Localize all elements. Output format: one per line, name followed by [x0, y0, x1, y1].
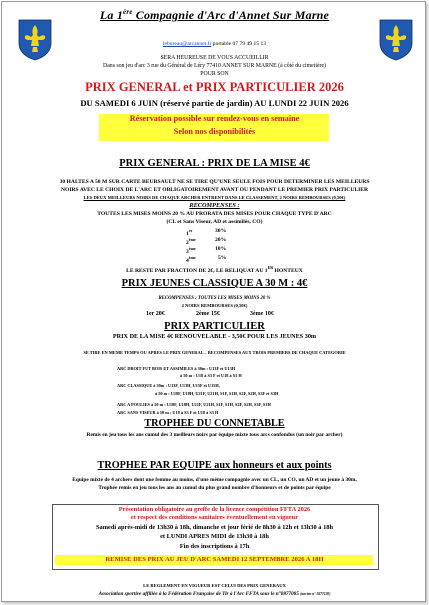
title-sup: ère — [123, 8, 133, 16]
footer-line-1: LE REGLEMENT EN VIGUEUR EST CELUI DES PRIX GENERAUX — [143, 583, 286, 588]
prix-jeunes-place-1: 1er 20€ — [146, 311, 165, 317]
prix-jeunes-rec: RECOMPENSES : TOUTES LES MISES MOINS 20 % — [158, 296, 271, 301]
prix-general-heading: PRIX GENERAL : PRIX DE LA MISE 4€ — [119, 158, 310, 169]
reservation-line-2: Selon nos disponibilités — [173, 127, 256, 136]
category-classique: ARC CLASSIQUE à 30m : U13F, U13H, U15F et U15H, — [117, 383, 220, 388]
trophee-equipe-text-2: Trophée remis en jeu tous les ans au cumul du plus grand nombre d'honneurs et de points par équipe — [98, 485, 331, 491]
info-line-2: et respect des conditions sanitaires éventuellement en vigueur — [130, 514, 299, 521]
main-title: PRIX GENERAL et PRIX PARTICULIER 2026 — [85, 80, 344, 94]
distribution-rank-3: 3ème — [186, 246, 196, 255]
prix-general-text-1: 30 HALTES A 50 M SUR CARTE BEURSAULT NE SE TIRE QU'UNE SEULE FOIS POUR DETERMINER LES MEILLEURS — [59, 179, 370, 185]
distribution-rank-4: 4ème — [186, 255, 196, 264]
trophee-equipe-heading: TROPHEE PAR EQUIPE aux honneurs et aux points — [97, 460, 332, 471]
info-line-6: REMISE DES PRIX AU JEU D'ARC SAMEDI 12 SEPTEMBRE 2026 A 18H — [105, 556, 324, 563]
info-line-4: et LUNDI APRES MIDI de 13h30 à 18h — [160, 533, 269, 540]
prix-general-text-2: NOIRS AVEC LE CHOIX DE L'ARC ET OBLIGATOIREMENT AVANT OU PENDANT LE PREMIER PRIX PARTICULIER — [60, 187, 369, 193]
title-rest: Compagnie d'Arc d'Annet Sur Marne — [132, 8, 330, 22]
prix-jeunes-heading: PRIX JEUNES CLASSIQUE A 30 M : 4€ — [121, 278, 308, 289]
recompenses-label: RECOMPENSES : — [189, 202, 240, 209]
intro-line-3: POUR SON — [200, 71, 229, 77]
page-title — [0, 8, 429, 23]
title-prefix: La 1 — [99, 8, 124, 22]
category-poulies: ARC A POULIES à 50 m : U18F, U18H, U21F, U21H, S1F, S1H, S2F, S2H, S3F, S3H — [117, 402, 271, 407]
trophee-connetable-heading: TROPHEE DU CONNETABLE — [144, 418, 285, 429]
info-line-1: Présentation obligatoire au greffe de la licence compétition FFTA 2026 — [118, 506, 311, 513]
intro-line-2: Dans son jeu d'arc 3 rue du Général de Léry 77410 ANNET SUR MARNE (à côté du cimetière) — [103, 63, 326, 69]
distribution-pct-4: 5% — [218, 255, 227, 261]
info-line-3: Samedi après-midi de 13h30 à 18h, dimanche et jour férié de 8h30 à 12h et 13h30 à 18h — [95, 524, 334, 531]
prix-particulier-note: SE TIRE EN MEME TEMPS OU APRES LE PRIX GENERAL – RECOMPENSES AUX TROIS PREMIERS DE CHAQUE CATEGORIE — [83, 350, 346, 355]
trophee-equipe-text-1: Equipe mixte de 4 archers dont une femme au moins, d'une même compagnie avec un CL, un CO, un AD et un jeune à 30m, — [72, 477, 357, 483]
category-classique-50: à 50 m : U18F, U18H, U21F, U21H, S1F, S1H, S2F, S2H, S3F et S3H — [155, 391, 279, 396]
intro-line-1: SERA HEUREUSE DE VOUS ACCUEILLIR — [160, 55, 269, 61]
distribution-rank-1: 1er — [186, 228, 193, 237]
distribution-pct-2: 20% — [215, 237, 227, 243]
category-adf: ARC DROIT FUT BOIS ET ASSIMILES à 30m : U13F et U13H — [117, 366, 236, 371]
category-sans-viseur: ARC SANS VISEUR à 50 m : U18 à S3 F et U18 à S3 H — [117, 410, 219, 415]
prix-jeunes-rembourses: 2 NOIRS REMBOURSES (0,50€) — [181, 303, 248, 308]
distribution-rank-2: 2ème — [186, 237, 196, 246]
footer-line-2: Association sportive affiliée à la Fédération Française de Tir à l'Arc FFTA sous le n°0877085 (ancien n° 2677120) — [98, 591, 331, 597]
event-dates: DU SAMEDI 6 JUIN (réservé partie de jardin) AU LUNDI 22 JUIN 2026 — [80, 98, 349, 108]
distribution-pct-1: 30% — [215, 228, 227, 234]
email-link[interactable]: lebureau@arcannet.fr — [162, 41, 212, 47]
recompenses-types: (CL et Sans Viseur, AD et assimilés, CO) — [166, 219, 263, 225]
prix-jeunes-place-2: 2ème 15€ — [196, 311, 220, 317]
category-adf-50: à 50 m : U18 à S3 F et U18 à S3 H — [180, 373, 242, 378]
reste-line: LE RESTE PAR FRACTION DE 2€, LE RELIQUAT AU 1ER HONTEUX — [126, 265, 303, 274]
recompenses-line: TOUTES LES MISES MOINS 20 % AU PRORATA DES MISES POUR CHAQUE TYPE D'ARC — [97, 211, 332, 217]
prix-general-text-3: LES DEUX MEILLEURS NOIRS DE CHAQUE ARCHER ENTRENT DANS LE CLASSEMENT, 2 NOIRS REMBOURSES (0,50€) — [83, 195, 346, 200]
contact-line — [0, 41, 429, 47]
distribution-pct-3: 10% — [215, 246, 227, 252]
info-line-5: Fin des inscriptions à 17h — [179, 543, 250, 550]
phone-text: portable 07 79 49 15 13 — [211, 41, 267, 47]
prix-particulier-sub: PRIX DE LA MISE 4€ RENOUVELABLE - 3,50€ POUR LES JEUNES 30m — [112, 333, 317, 340]
trophee-connetable-text: Remis en jeu tous les ans cumul des 3 meilleurs noirs par équipe mixte tous arcs confondus (un noir par archer) — [86, 432, 343, 438]
reservation-line-1: Réservation possible sur rendez-vous en semaine — [129, 114, 300, 123]
prix-jeunes-place-3: 3ème 10€ — [250, 311, 274, 317]
prix-particulier-heading: PRIX PARTICULIER — [164, 321, 265, 332]
